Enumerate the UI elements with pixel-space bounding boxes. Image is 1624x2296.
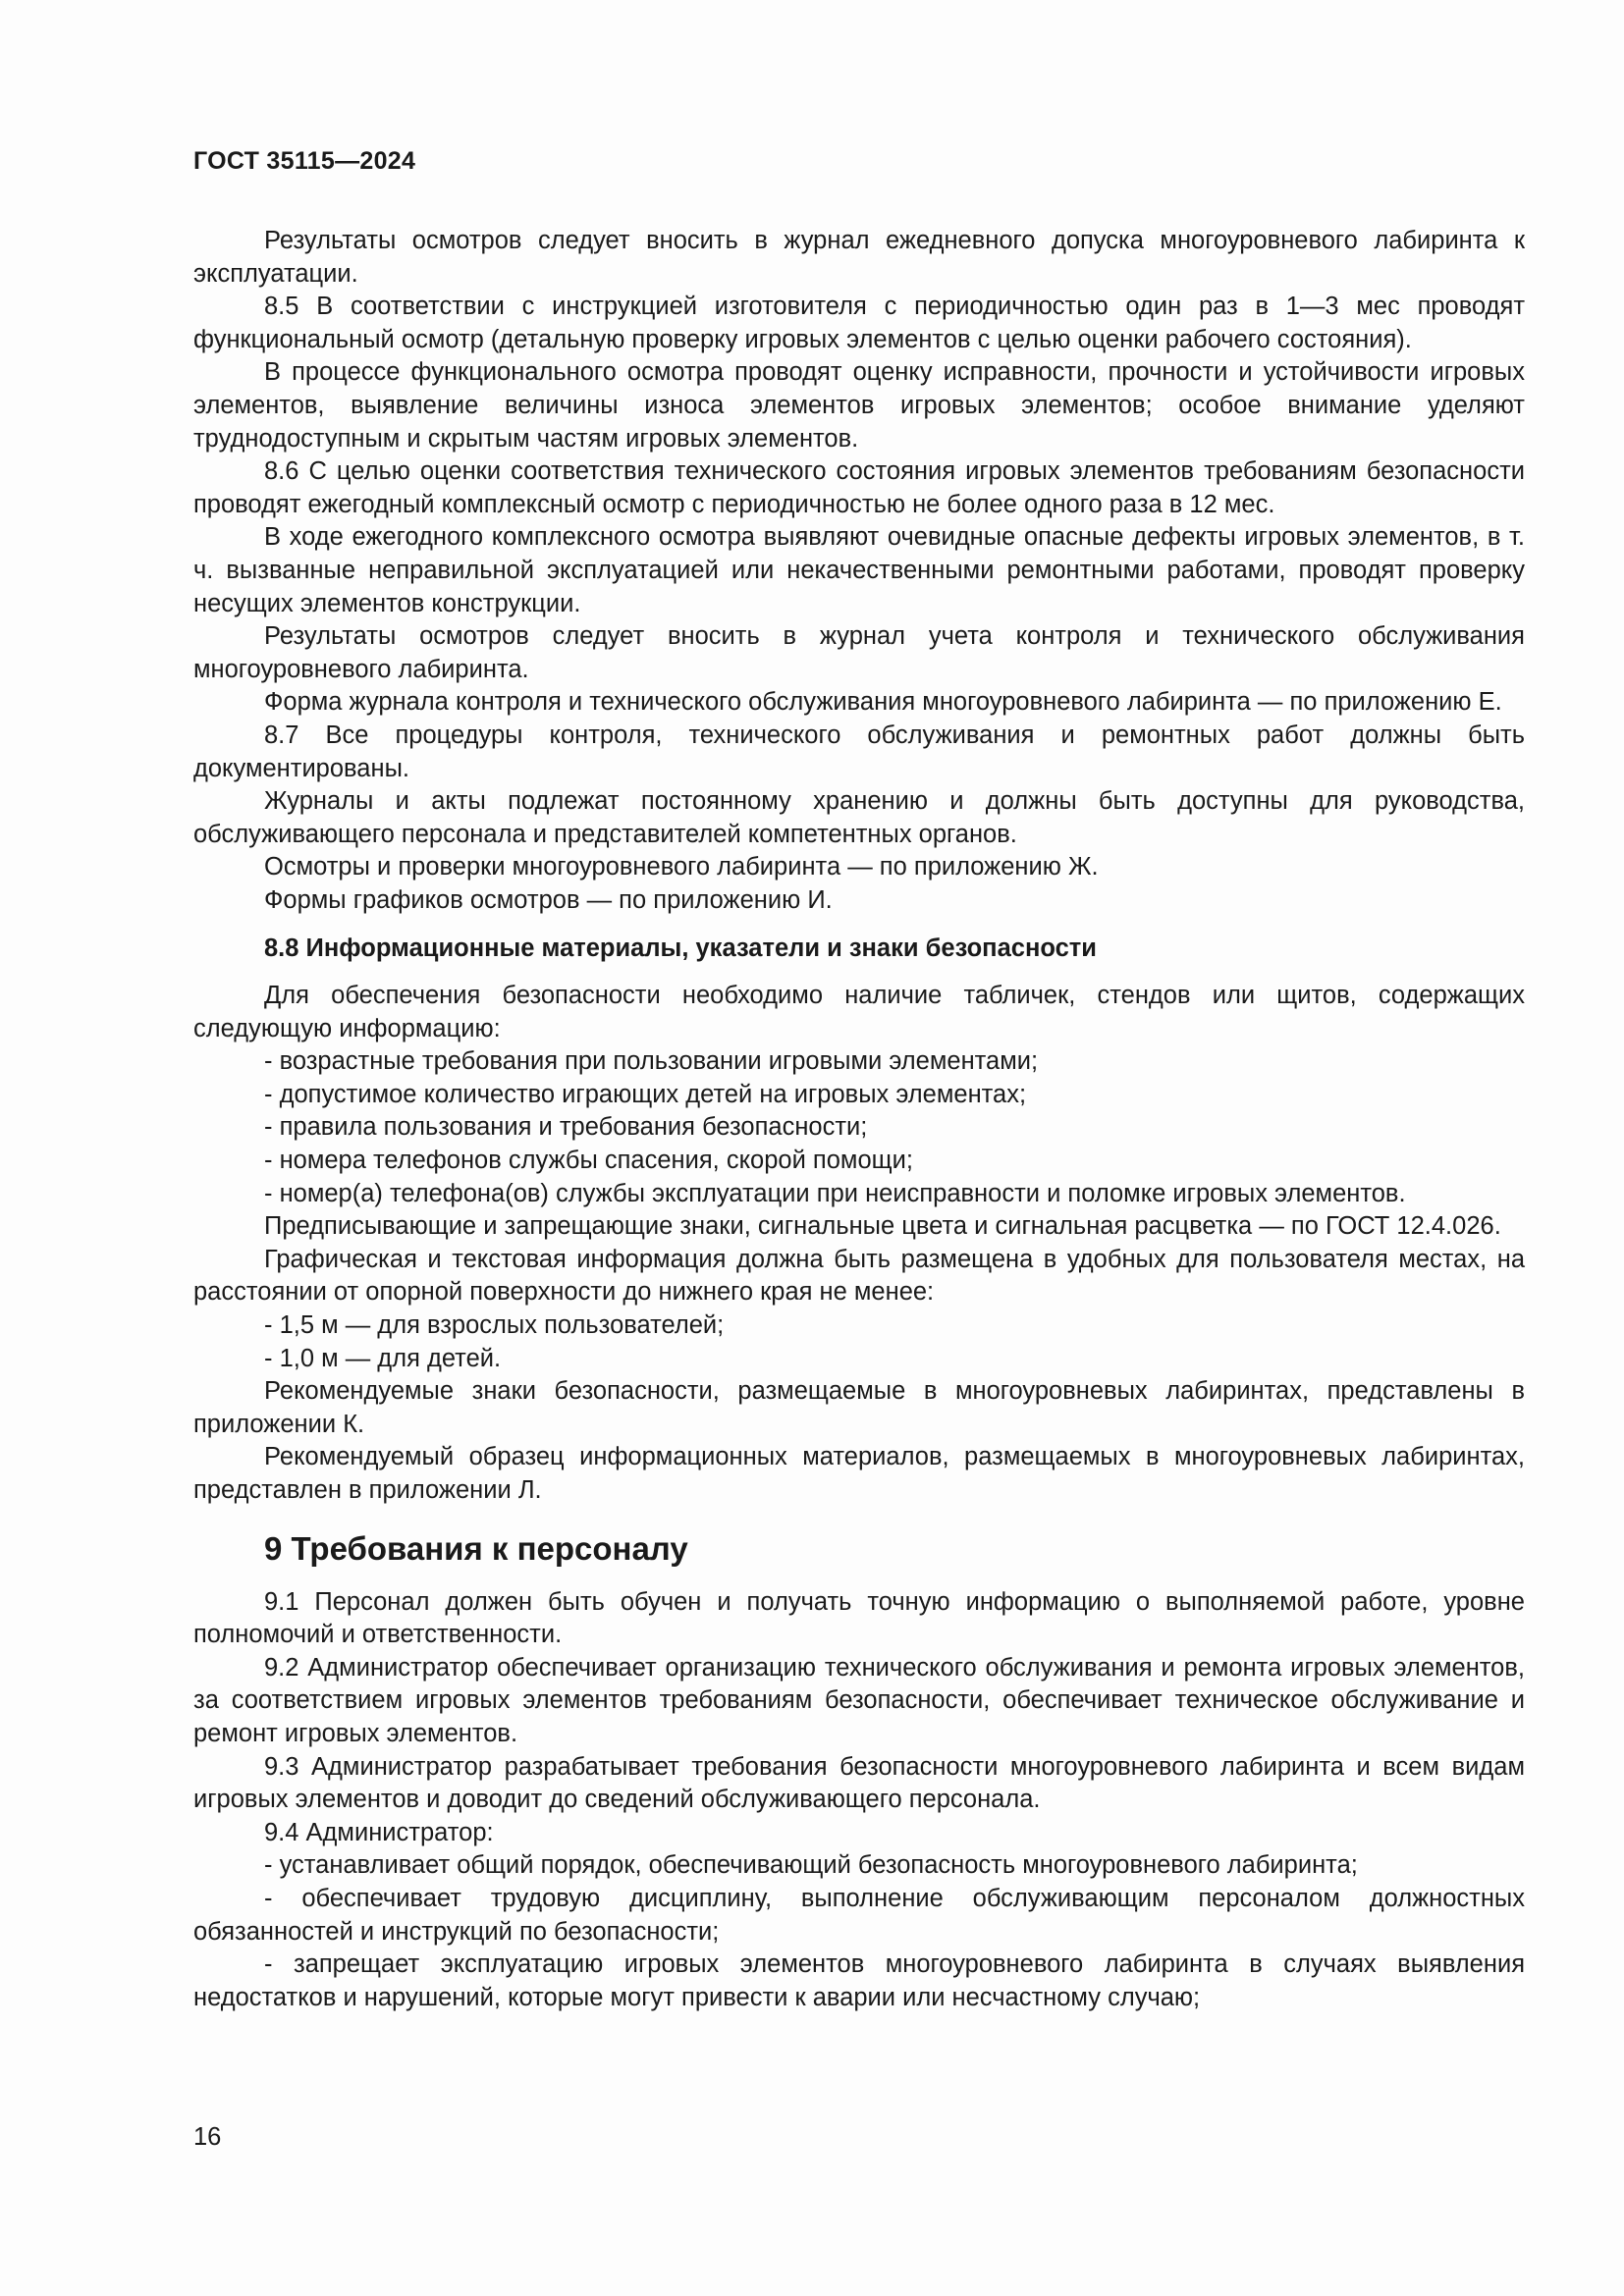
list-item: - правила пользования и требования безопасности; <box>264 1113 868 1142</box>
list-item: - допустимое количество играющих детей на игровых элементах; <box>264 1080 1027 1108</box>
paragraph: Результаты осмотров следует вносить в журнал ежедневного допуска многоуровневого лабиринта к эксплуатации. <box>193 227 1525 288</box>
paragraph: 8.5 В соответствии с инструкцией изготовителя с периодичностью один раз в 1—3 мес проводят функциональный осмотр (детальную проверку игровых элементов с целью оценки рабочего состояния). <box>193 293 1525 353</box>
paragraph: Графическая и текстовая информация должна быть размещена в удобных для пользователя местах, на расстоянии от опорной поверхности до нижнего края не менее: <box>193 1245 1525 1307</box>
paragraph: Формы графиков осмотров — по приложению И. <box>264 885 833 914</box>
paragraph: Журналы и акты подлежат постоянному хранению и должны быть доступны для руководства, обслуживающего персонала и представителей компетентных органов. <box>193 787 1525 848</box>
paragraph: Форма журнала контроля и технического обслуживания многоуровневого лабиринта — по приложению Е. <box>264 688 1502 717</box>
paragraph: 9.3 Администратор разрабатывает требования безопасности многоуровневого лабиринта и всем видам игровых элементов и доводит до сведений обслуживающего персонала. <box>193 1752 1525 1814</box>
paragraph: Результаты осмотров следует вносить в журнал учета контроля и технического обслуживания многоуровневого лабиринта. <box>193 622 1525 683</box>
paragraph: 9.4 Администратор: <box>264 1818 494 1846</box>
paragraph: Предписывающие и запрещающие знаки, сигнальные цвета и сигнальная расцветка — по ГОСТ 12.4.026. <box>264 1212 1501 1241</box>
section-heading-9: 9 Требования к персоналу <box>264 1529 688 1567</box>
paragraph: 8.7 Все процедуры контроля, технического обслуживания и ремонтных работ должны быть документированы. <box>193 721 1525 782</box>
document-body <box>193 225 1525 2014</box>
paragraph: 8.6 С целью оценки соответствия технического состояния игровых элементов требованиям безопасности проводят ежегодный комплексный осмотр с периодичностью не более одного раза в 12 мес. <box>193 457 1525 518</box>
list-item: - устанавливает общий порядок, обеспечивающий безопасность многоуровневого лабиринта; <box>264 1851 1358 1880</box>
list-item: - номер(а) телефона(ов) службы эксплуатации при неисправности и поломке игровых элементов. <box>264 1179 1406 1207</box>
paragraph: Рекомендуемые знаки безопасности, размещаемые в многоуровневых лабиринтах, представлены в приложении К. <box>193 1377 1525 1438</box>
standard-header: ГОСТ 35115—2024 <box>193 147 416 175</box>
paragraph: Рекомендуемый образец информационных материалов, размещаемых в многоуровневых лабиринтах, представлен в приложении Л. <box>193 1443 1525 1504</box>
paragraph: В ходе ежегодного комплексного осмотра выявляют очевидные опасные дефекты игровых элементов, в т. ч. вызванные неправильной эксплуатацией или некачественными ремонтными работами, проводят проверку несущих элементов конструкции. <box>193 523 1525 617</box>
list-item: - возрастные требования при пользовании игровыми элементами; <box>264 1047 1039 1076</box>
list-item: - обеспечивает трудовую дисциплину, выполнение обслуживающим персоналом должностных обязанностей и инструкций по безопасности; <box>193 1884 1525 1946</box>
list-item: - запрещает эксплуатацию игровых элементов многоуровневого лабиринта в случаях выявления недостатков и нарушений, которые могут привести к аварии или несчастному случаю; <box>193 1950 1525 2011</box>
list-item: - 1,0 м — для детей. <box>264 1344 502 1372</box>
paragraph: 9.1 Персонал должен быть обучен и получать точную информацию о выполняемой работе, уровне полномочий и ответственности. <box>193 1587 1525 1649</box>
paragraph: Для обеспечения безопасности необходимо наличие табличек, стендов или щитов, содержащих следующую информацию: <box>193 982 1525 1042</box>
list-item: - 1,5 м — для взрослых пользователей; <box>264 1311 725 1339</box>
paragraph: В процессе функционального осмотра проводят оценку исправности, прочности и устойчивости игровых элементов, выявление величины износа элементов игровых элементов; особое внимание уделяют труднодоступным и скрытым частям игровых элементов. <box>193 358 1525 453</box>
list-item: - номера телефонов службы спасения, скорой помощи; <box>264 1147 913 1175</box>
paragraph: Осмотры и проверки многоуровневого лабиринта — по приложению Ж. <box>264 853 1099 881</box>
page-number: 16 <box>193 2123 222 2151</box>
paragraph: 9.2 Администратор обеспечивает организацию технического обслуживания и ремонта игровых элементов, за соответствием игровых элементов требованиям безопасности, обеспечивает техническое обслуживание и ремонт игровых элементов. <box>193 1653 1525 1747</box>
section-heading-8-8: 8.8 Информационные материалы, указатели и знаки безопасности <box>264 934 1097 963</box>
